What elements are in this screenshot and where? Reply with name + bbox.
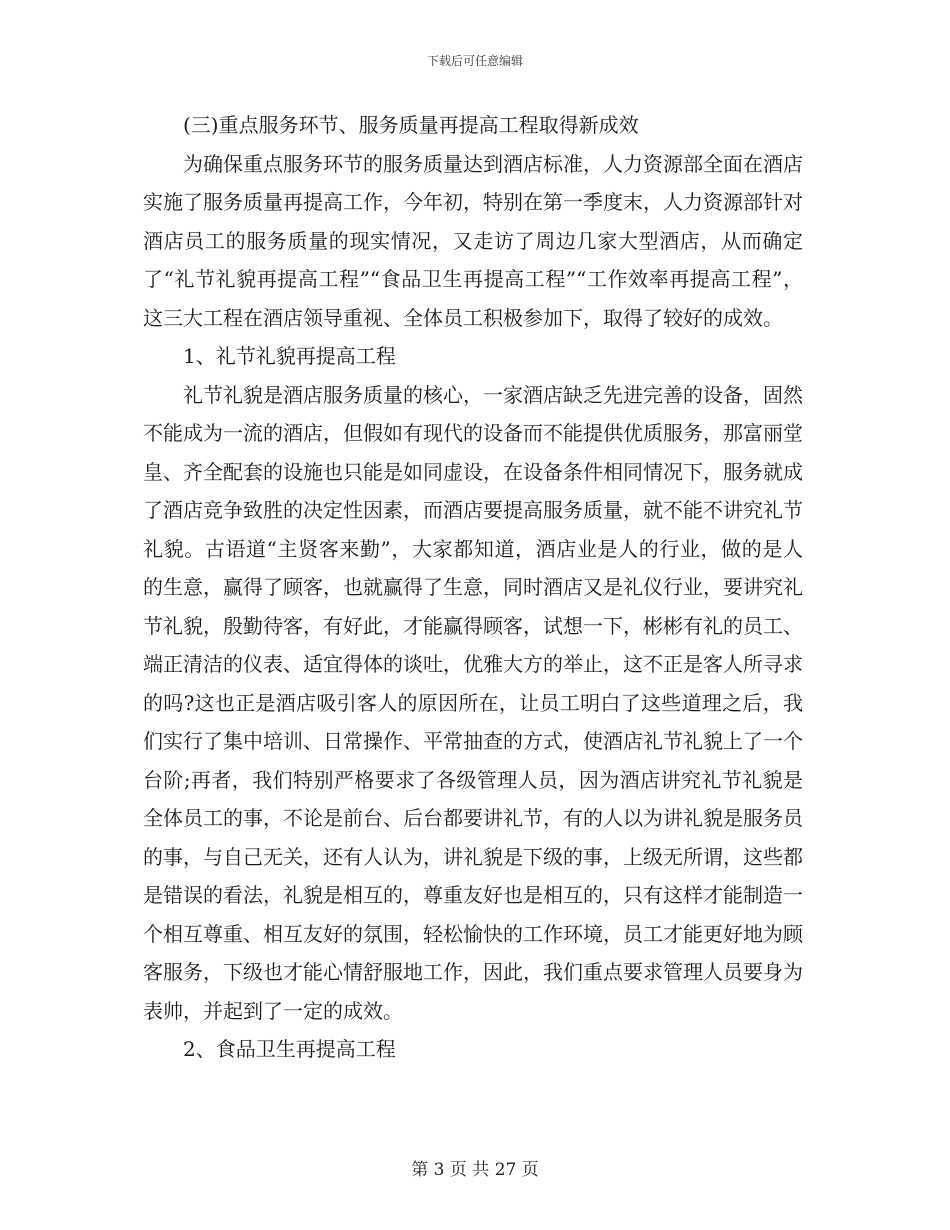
section-heading: (三)重点服务环节、服务质量再提高工程取得新成效 [183,113,639,137]
paragraph-intro: 为确保重点服务环节的服务质量达到酒店标准，人力资源部全面在酒店实施了服务质量再提高工作，今年初，特别在第一季度末，人力资源部针对酒店员工的服务质量的现实情况，又走访了周边几家大型酒店，从而确定了“礼节礼貌再提高工程”“食品卫生再提高工程”“工作效率再提高工程”，这三大工程在酒店领导重视、全体员工积极参加下，取得了较好的成效。 [143,151,803,330]
document-body [143,106,803,1069]
subheading-food-hygiene: 2、食品卫生再提高工程 [183,1037,396,1061]
page-footer-number: 第 3 页 共 27 页 [411,1160,539,1180]
paragraph-etiquette: 礼节礼貌是酒店服务质量的核心，一家酒店缺乏先进完善的设备，固然不能成为一流的酒店，但假如有现代的设备而不能提供优质服务，那富丽堂皇、齐全配套的设施也只能是如同虚设，在设备条件相同情况下，服务就成了酒店竞争致胜的决定性因素，而酒店要提高服务质量，就不能不讲究礼节礼貌。古语道“主贤客来勤”，大家都知道，酒店业是人的行业，做的是人的生意，赢得了顾客，也就赢得了生意，同时酒店又是礼仪行业，要讲究礼节礼貌，殷勤待客，有好此，才能赢得顾客，试想一下，彬彬有礼的员工、端正清洁的仪表、适宜得体的谈吐，优雅大方的举止，这不正是客人所寻求的吗?这也正是酒店吸引客人的原因所在，让员工明白了这些道理之后，我们实行了集中培训、日常操作、平常抽查的方式，使酒店礼节礼貌上了一个台阶;再者，我们特别严格要求了各级管理人员，因为酒店讲究礼节礼貌是全体员工的事，不论是前台、后台都要讲礼节，有的人以为讲礼貌是服务员的事，与自己无关，还有人认为，讲礼貌是下级的事，上级无所谓，这些都是错误的看法，礼貌是相互的，尊重友好也是相互的，只有这样才能制造一个相互尊重、相互友好的氛围，轻松愉快的工作环境，员工才能更好地为顾客服务，下级也才能心情舒服地工作，因此，我们重点要求管理人员要身为表帅，并起到了一定的成效。 [143,382,803,1023]
page-header-note: 下载后可任意编辑 [426,54,523,68]
subheading-etiquette: 1、礼节礼貌再提高工程 [183,344,396,368]
